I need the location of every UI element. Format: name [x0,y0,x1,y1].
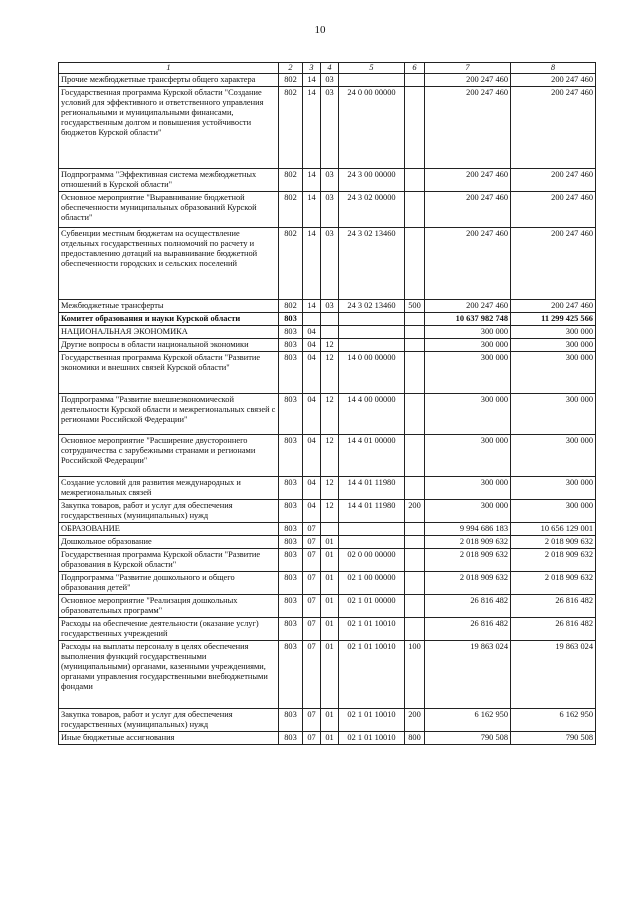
column-header: 1 [59,63,279,74]
expense-type-cell [405,435,425,477]
target-article-cell: 14 4 01 11980 [339,500,405,523]
target-article-cell: 14 0 00 00000 [339,352,405,394]
amount-2024-cell: 200 247 460 [511,74,596,87]
section-cell: 04 [303,326,321,339]
column-header: 6 [405,63,425,74]
code-cell: 802 [279,192,303,228]
subsection-cell: 01 [321,732,339,745]
amount-2024-cell: 200 247 460 [511,300,596,313]
expense-type-cell [405,339,425,352]
expense-type-cell: 100 [405,641,425,709]
amount-2023-cell: 26 816 482 [425,618,511,641]
amount-2024-cell: 26 816 482 [511,595,596,618]
subsection-cell: 01 [321,641,339,709]
section-cell: 04 [303,477,321,500]
name-cell: ОБРАЗОВАНИЕ [59,523,279,536]
table-row [59,477,596,500]
target-article-cell: 02 0 00 00000 [339,549,405,572]
code-cell: 803 [279,477,303,500]
amount-2023-cell: 9 994 686 183 [425,523,511,536]
code-cell: 803 [279,394,303,435]
subsection-cell: 01 [321,549,339,572]
section-cell: 14 [303,300,321,313]
section-cell: 07 [303,523,321,536]
code-cell: 803 [279,435,303,477]
name-cell: Основное мероприятие "Расширение двустороннего сотрудничества с зарубежными странами и регионами Российской Федерации" [59,435,279,477]
name-cell: Подпрограмма "Развитие внешнеэкономической деятельности Курской области и межрегиональных связей с регионами Российской Федерации" [59,394,279,435]
target-article-cell: 02 1 00 00000 [339,572,405,595]
section-cell: 07 [303,572,321,595]
section-cell: 07 [303,536,321,549]
amount-2023-cell: 200 247 460 [425,192,511,228]
table-row [59,326,596,339]
subsection-cell: 12 [321,339,339,352]
code-cell: 803 [279,313,303,326]
column-header: 8 [511,63,596,74]
code-cell: 802 [279,87,303,169]
amount-2024-cell: 2 018 909 632 [511,572,596,595]
amount-2023-cell: 200 247 460 [425,74,511,87]
target-article-cell [339,74,405,87]
name-cell: Закупка товаров, работ и услуг для обеспечения государственных (муниципальных) нужд [59,709,279,732]
subsection-cell: 12 [321,435,339,477]
target-article-cell: 24 3 00 00000 [339,169,405,192]
name-cell: Государственная программа Курской области "Создание условий для эффективного и ответственного управления региональными и муниципальными финансами, государственным долгом и повышения устойчивости бюджетов Курской области" [59,87,279,169]
expense-type-cell: 800 [405,732,425,745]
expense-type-cell: 200 [405,709,425,732]
table-row [59,394,596,435]
expense-type-cell [405,169,425,192]
expense-type-cell [405,536,425,549]
amount-2023-cell: 2 018 909 632 [425,572,511,595]
code-cell: 803 [279,732,303,745]
amount-2023-cell: 300 000 [425,352,511,394]
amount-2024-cell: 10 656 129 001 [511,523,596,536]
amount-2024-cell: 2 018 909 632 [511,549,596,572]
table-row [59,572,596,595]
target-article-cell [339,326,405,339]
expense-type-cell [405,74,425,87]
target-article-cell [339,313,405,326]
amount-2023-cell: 300 000 [425,435,511,477]
section-cell: 04 [303,394,321,435]
table-row [59,435,596,477]
section-cell: 14 [303,74,321,87]
amount-2024-cell: 300 000 [511,500,596,523]
expense-type-cell [405,618,425,641]
subsection-cell [321,523,339,536]
table-row [59,536,596,549]
section-cell [303,313,321,326]
target-article-cell: 14 4 00 00000 [339,394,405,435]
amount-2023-cell: 300 000 [425,500,511,523]
expense-type-cell [405,192,425,228]
subsection-cell: 12 [321,500,339,523]
target-article-cell [339,523,405,536]
target-article-cell: 02 1 01 10010 [339,641,405,709]
expense-type-cell [405,572,425,595]
code-cell: 803 [279,549,303,572]
amount-2023-cell: 19 863 024 [425,641,511,709]
amount-2023-cell: 790 508 [425,732,511,745]
amount-2024-cell: 300 000 [511,435,596,477]
expense-type-cell [405,595,425,618]
column-header: 7 [425,63,511,74]
amount-2024-cell: 26 816 482 [511,618,596,641]
section-cell: 07 [303,732,321,745]
table-row [59,228,596,300]
code-cell: 802 [279,228,303,300]
column-header: 2 [279,63,303,74]
amount-2024-cell: 19 863 024 [511,641,596,709]
target-article-cell: 02 1 01 10010 [339,732,405,745]
name-cell: Прочие межбюджетные трансферты общего характера [59,74,279,87]
table-row [59,313,596,326]
page-number: 10 [314,24,326,36]
amount-2024-cell: 300 000 [511,394,596,435]
code-cell: 802 [279,169,303,192]
section-cell: 07 [303,549,321,572]
name-cell: Создание условий для развития международных и межрегиональных связей [59,477,279,500]
amount-2023-cell: 200 247 460 [425,228,511,300]
amount-2024-cell: 200 247 460 [511,169,596,192]
amount-2023-cell: 10 637 982 748 [425,313,511,326]
name-cell: Межбюджетные трансферты [59,300,279,313]
name-cell: Основное мероприятие "Выравнивание бюджетной обеспеченности муниципальных образований Курской области" [59,192,279,228]
amount-2023-cell: 2 018 909 632 [425,549,511,572]
expense-type-cell: 500 [405,300,425,313]
subsection-cell: 12 [321,477,339,500]
name-cell: Подпрограмма "Эффективная система межбюджетных отношений в Курской области" [59,169,279,192]
table-row [59,732,596,745]
expense-type-cell [405,523,425,536]
target-article-cell: 02 1 01 00000 [339,595,405,618]
table-row [59,352,596,394]
amount-2023-cell: 300 000 [425,326,511,339]
target-article-cell [339,339,405,352]
expense-type-cell [405,549,425,572]
table-row [59,87,596,169]
code-cell: 803 [279,500,303,523]
amount-2024-cell: 200 247 460 [511,87,596,169]
amount-2023-cell: 2 018 909 632 [425,536,511,549]
table-row [59,192,596,228]
table-row [59,500,596,523]
subsection-cell: 03 [321,228,339,300]
amount-2023-cell: 26 816 482 [425,595,511,618]
code-cell: 802 [279,74,303,87]
section-cell: 14 [303,228,321,300]
section-cell: 04 [303,339,321,352]
amount-2024-cell: 300 000 [511,339,596,352]
code-cell: 803 [279,618,303,641]
subsection-cell: 12 [321,352,339,394]
subsection-cell: 03 [321,74,339,87]
code-cell: 803 [279,536,303,549]
code-cell: 803 [279,523,303,536]
budget-table [58,62,596,745]
section-cell: 14 [303,169,321,192]
column-header: 3 [303,63,321,74]
name-cell: Другие вопросы в области национальной экономики [59,339,279,352]
section-cell: 07 [303,641,321,709]
table-row [59,549,596,572]
code-cell: 803 [279,709,303,732]
column-header: 4 [321,63,339,74]
subsection-cell: 01 [321,595,339,618]
section-cell: 04 [303,500,321,523]
code-cell: 803 [279,352,303,394]
expense-type-cell: 200 [405,500,425,523]
amount-2024-cell: 6 162 950 [511,709,596,732]
amount-2023-cell: 300 000 [425,477,511,500]
table-row [59,339,596,352]
table-row [59,709,596,732]
expense-type-cell [405,477,425,500]
name-cell: Основное мероприятие "Реализация дошкольных образовательных программ" [59,595,279,618]
expense-type-cell [405,313,425,326]
table-row [59,641,596,709]
amount-2023-cell: 200 247 460 [425,300,511,313]
target-article-cell [339,536,405,549]
section-cell: 14 [303,87,321,169]
subsection-cell: 01 [321,536,339,549]
name-cell: НАЦИОНАЛЬНАЯ ЭКОНОМИКА [59,326,279,339]
subsection-cell: 01 [321,709,339,732]
subsection-cell: 12 [321,394,339,435]
subsection-cell: 03 [321,169,339,192]
name-cell: Субвенции местным бюджетам на осуществление отдельных государственных полномочий по расчету и предоставлению дотаций на выравнивание бюджетной обеспеченности городских и сельских поселений [59,228,279,300]
code-cell: 803 [279,339,303,352]
name-cell: Закупка товаров, работ и услуг для обеспечения государственных (муниципальных) нужд [59,500,279,523]
section-cell: 04 [303,435,321,477]
target-article-cell: 24 3 02 13460 [339,300,405,313]
expense-type-cell [405,352,425,394]
name-cell: Расходы на выплаты персоналу в целях обеспечения выполнения функций государственными (муниципальными) органами, казенными учреждениями, органами управления государственными внебюджетными фондами [59,641,279,709]
amount-2024-cell: 300 000 [511,352,596,394]
amount-2023-cell: 300 000 [425,394,511,435]
section-cell: 04 [303,352,321,394]
expense-type-cell [405,228,425,300]
table-row [59,74,596,87]
code-cell: 803 [279,326,303,339]
header-row [59,63,596,74]
section-cell: 07 [303,595,321,618]
subsection-cell: 03 [321,300,339,313]
subsection-cell: 01 [321,618,339,641]
name-cell: Комитет образования и науки Курской области [59,313,279,326]
amount-2024-cell: 2 018 909 632 [511,536,596,549]
name-cell: Иные бюджетные ассигнования [59,732,279,745]
subsection-cell: 03 [321,192,339,228]
target-article-cell: 24 3 02 13460 [339,228,405,300]
target-article-cell: 02 1 01 10010 [339,618,405,641]
code-cell: 803 [279,572,303,595]
table-row [59,523,596,536]
amount-2023-cell: 200 247 460 [425,87,511,169]
column-header: 5 [339,63,405,74]
section-cell: 07 [303,618,321,641]
section-cell: 14 [303,192,321,228]
subsection-cell: 03 [321,87,339,169]
amount-2024-cell: 200 247 460 [511,228,596,300]
name-cell: Дошкольное образование [59,536,279,549]
name-cell: Расходы на обеспечение деятельности (оказание услуг) государственных учреждений [59,618,279,641]
amount-2024-cell: 300 000 [511,477,596,500]
target-article-cell: 02 1 01 10010 [339,709,405,732]
code-cell: 803 [279,595,303,618]
name-cell: Государственная программа Курской области "Развитие экономики и внешних связей Курской области" [59,352,279,394]
expense-type-cell [405,87,425,169]
amount-2024-cell: 790 508 [511,732,596,745]
name-cell: Подпрограмма "Развитие дошкольного и общего образования детей" [59,572,279,595]
amount-2023-cell: 200 247 460 [425,169,511,192]
amount-2024-cell: 300 000 [511,326,596,339]
amount-2024-cell: 200 247 460 [511,192,596,228]
section-cell: 07 [303,709,321,732]
subsection-cell [321,313,339,326]
target-article-cell: 14 4 01 00000 [339,435,405,477]
amount-2023-cell: 6 162 950 [425,709,511,732]
expense-type-cell [405,394,425,435]
table-row [59,169,596,192]
code-cell: 802 [279,300,303,313]
target-article-cell: 14 4 01 11980 [339,477,405,500]
subsection-cell: 01 [321,572,339,595]
table-row [59,618,596,641]
name-cell: Государственная программа Курской области "Развитие образования в Курской области" [59,549,279,572]
target-article-cell: 24 0 00 00000 [339,87,405,169]
code-cell: 803 [279,641,303,709]
subsection-cell [321,326,339,339]
table-row [59,300,596,313]
table-row [59,595,596,618]
amount-2023-cell: 300 000 [425,339,511,352]
target-article-cell: 24 3 02 00000 [339,192,405,228]
expense-type-cell [405,326,425,339]
amount-2024-cell: 11 299 425 566 [511,313,596,326]
